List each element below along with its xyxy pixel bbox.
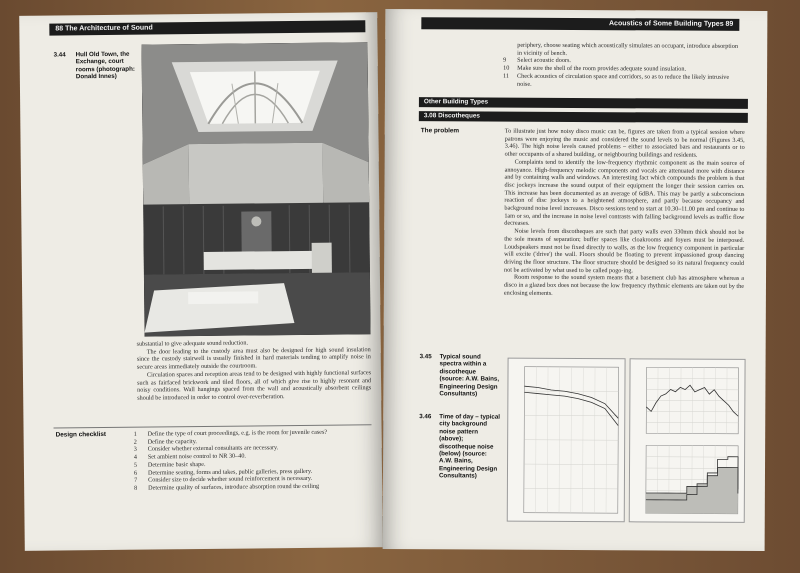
problem-paragraph: Room response to the sound system means that a basement club has atmosphere whereas a disco in a glazed box does not because the low frequency rhythmic elements are taken out by the enclosing elements. (503, 274, 745, 297)
checklist-item-number: 11 (503, 72, 510, 80)
checklist-item-text: Define the capacity. (147, 437, 197, 446)
checklist-item-number: 5 (133, 461, 138, 469)
subsection-bar: 3.08 Discotheques (419, 111, 748, 123)
figure-346-caption: Time of day – typical city background noise pattern (above); discotheque noise (below) (source: A.W. Bains, Engineering Design Consultants) (438, 413, 501, 480)
checklist-item-number: 9 (503, 57, 507, 65)
design-checklist (134, 428, 375, 492)
figure-345-caption: Typical sound spectra within a discotheque (source: A.W. Bains, Engineering Design Consultants) (439, 353, 500, 398)
right-page (383, 9, 768, 551)
checklist-item (134, 482, 374, 492)
problem-paragraph: To illustrate just how noisy disco music can be, figures are taken from a typical session where patrons were enjoying the music and considered the sound levels to be normal (Figures 3.45, 3.46). The high noise levels caused problems – either to associated bars and restaurants or to other occupants of a shared building, or neighbouring buildings and residents. (504, 127, 745, 159)
checklist-item-number: 8 (134, 484, 138, 492)
design-checklist-label: Design checklist (55, 431, 107, 439)
spectrum-chart-box (507, 358, 626, 523)
left-body-text (137, 338, 372, 402)
background-noise-chart (630, 359, 744, 440)
checklist-continued (503, 42, 743, 89)
figure-345-number: 3.45 (419, 353, 432, 361)
checklist-item-text: Check acoustics of circulation space and corridors, so as to reduce the likely intrusive noise. (517, 72, 730, 88)
problem-paragraph: Complaints tend to identify the low-frequency rhythmic component as the main source of annoyance. High-frequency melodic components and vocals are attenuated more with distance and by containing walls and windows. An interesting fact which compounds the problem is that disc jockeys increase the sound output of their equipment the longer their session carries on. This increase has been documented as an average of 6dBA. This may be partly a subconscious reaction of disc jockeys to a heightened atmosphere, and partly because occupancy and background noise level increases. Disco sessions tend to start at 10.30–11.00 pm and continue to 1am or so, and the increase in noise level contrasts with falling background levels as traffic flow decreases. (504, 158, 745, 228)
courtroom-photo-illustration (142, 42, 371, 336)
checklist-item-text: Determine quality of surfaces, introduce absorption round the ceiling (148, 482, 320, 492)
checklist-item-text: Set ambient noise control to NR 30–40. (147, 452, 247, 461)
checklist-item-text: Determine basic shape. (147, 460, 206, 469)
checklist-item-text: Consider size to decide whether sound reinforcement is necessary. (148, 475, 313, 484)
left-page (19, 12, 383, 551)
checklist-item-number: 7 (134, 476, 138, 484)
disco-noise-chart (630, 441, 744, 522)
checklist-item-text: Select acoustic doors. (517, 57, 571, 65)
paragraph-1: substantial to give adequate sound reduction. (136, 339, 249, 348)
checklist-item-number: 2 (133, 438, 137, 446)
checklist-item-number: 1 (133, 430, 137, 438)
paragraph-2: The door leading to the custody area must also be designed for high sound insulation since the custody stairwell is usually finished in hard materials tending to amplify noise in secure areas immediately outside the courtroom. (136, 345, 371, 371)
section-bar: Other Building Types (419, 97, 748, 109)
right-page-header: Acoustics of Some Building Types 89 (421, 17, 739, 31)
problem-paragraph: Noise levels from discotheques are such that party walls even 330mm thick should not be the sole means of separation; buffer spaces like cloakrooms and foyers must be interposed. Loudspeakers must not be fixed directly to walls, as the low frequency component in particular will excite ('drive') the wall. Floors should be floating to prevent impassioned group dancing driving the floor structure. The floor structure should be designed so its natural frequency could not be activated by what used to be called pogo-ing. (504, 227, 745, 274)
figure-number: 3.44 (53, 51, 66, 59)
checklist-item (503, 42, 743, 59)
courtroom-photo (142, 42, 371, 336)
figure-346-number: 3.46 (419, 413, 432, 421)
checklist-item-number (503, 42, 517, 57)
problem-label: The problem (420, 127, 460, 135)
checklist-item-number: 6 (133, 469, 138, 477)
checklist-item-text: Consider whether external consultants are necessary. (147, 444, 279, 453)
checklist-item-number: 4 (133, 453, 137, 461)
checklist-item-number: 3 (133, 446, 137, 454)
figure-caption: Hull Old Town, the Exchange, court rooms (photograph: Donald Innes) (75, 50, 135, 81)
checklist-item-text: Define the type of court proceedings, e.g. is the room for juvenile cases? (147, 428, 328, 438)
checklist-item-text: Determine seating, forms and takes, public galleries, press gallery. (147, 467, 313, 477)
paragraph-3: Circulation spaces and reception areas tend to be designed with highly functional surfaces such as fairfaced brickwork and tiled floors, all of which give rise to highly resonant and noisy conditions. Wall hangings spaced from the wall and acoustically absorbent ceilings should be introduced in order to control over-reverberation. (137, 369, 372, 402)
checklist-item-number: 10 (503, 64, 510, 72)
checklist-item-text: Make sure the shell of the room provides adequate sound insulation. (517, 64, 687, 73)
spectrum-chart (508, 359, 625, 522)
checklist-item (503, 72, 743, 89)
left-page-header: 88 The Architecture of Sound (49, 20, 365, 35)
checklist-item-text: periphery, choose seating which acoustically simulates an occupant, introduce absorption in vicinity of bench. (517, 41, 738, 57)
problem-text (504, 128, 745, 299)
time-of-day-chart-box (629, 358, 746, 523)
